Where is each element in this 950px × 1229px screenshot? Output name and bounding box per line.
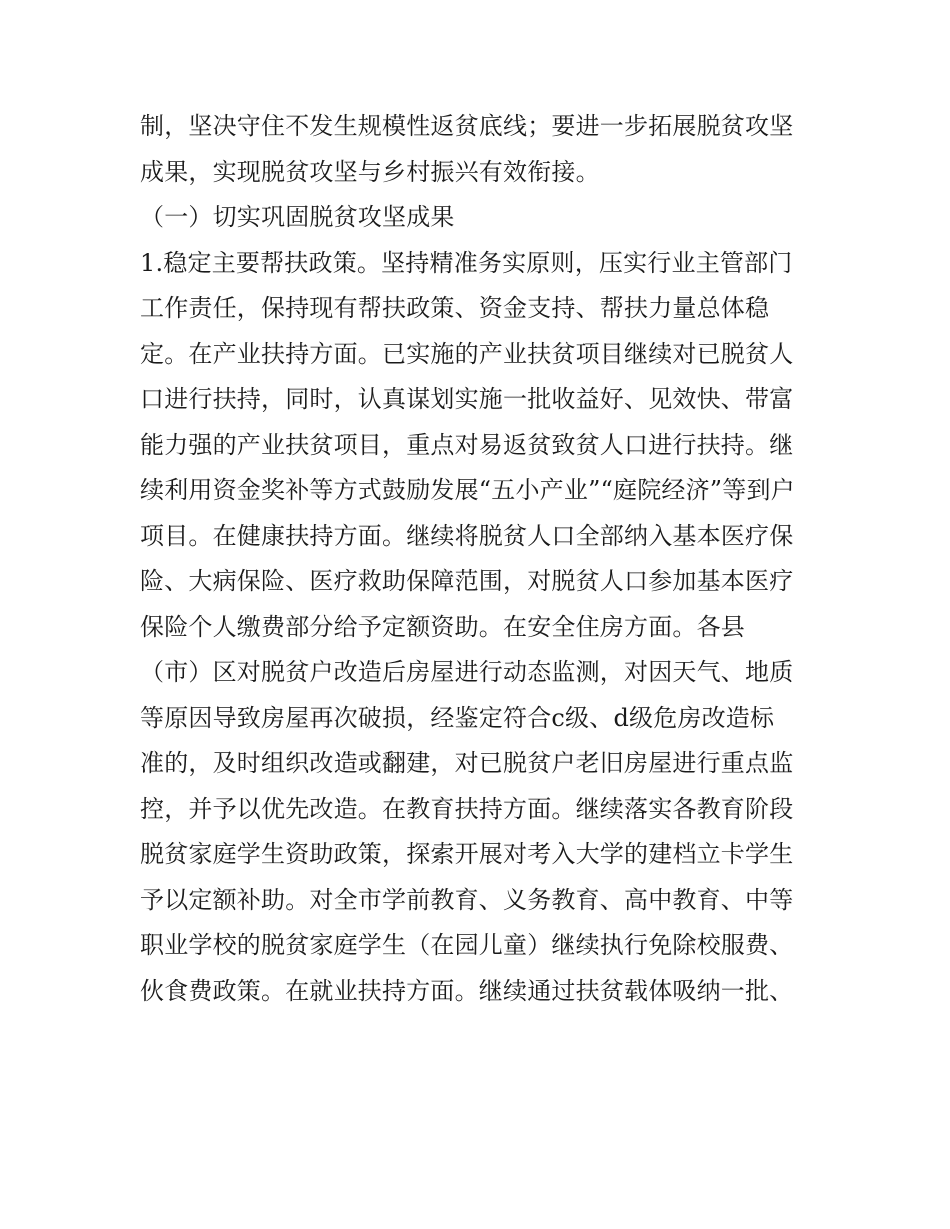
text-line: 职业学校的脱贫家庭学生（在园儿童）继续执行免除校服费、	[140, 931, 794, 959]
text-line: 伙食费政策。在就业扶持方面。继续通过扶贫载体吸纳一批、	[140, 976, 794, 1005]
text-line: 能力强的产业扶贫项目，重点对易返贫致贫人口进行扶持。继	[140, 430, 794, 459]
text-line: 予以定额补助。对全市学前教育、义务教育、高中教育、中等	[140, 885, 794, 914]
text-line: 险、大病保险、医疗救助保障范围，对脱贫人口参加基本医疗	[140, 567, 794, 595]
document-body	[140, 104, 820, 1014]
text-line: 口进行扶持，同时，认真谋划实施一批收益好、见效快、带富	[140, 385, 794, 413]
text-line: 保险个人缴费部分给予定额资助。在安全住房方面。各县	[140, 612, 745, 641]
text-line: 制，坚决守住不发生规模性返贫底线；要进一步拓展脱贫攻坚	[140, 112, 794, 140]
text-line: 续利用资金奖补等方式鼓励发展“五小产业”“庭院经济”等到户	[140, 476, 795, 504]
text-line: 控，并予以优先改造。在教育扶持方面。继续落实各教育阶段	[140, 794, 794, 823]
text-line: （市）区对脱贫户改造后房屋进行动态监测，对因天气、地质	[140, 658, 794, 686]
section-heading: （一）切实巩固脱贫攻坚成果	[140, 203, 455, 231]
text-line: 定。在产业扶持方面。已实施的产业扶贫项目继续对已脱贫人	[140, 339, 794, 368]
text-line: 工作责任，保持现有帮扶政策、资金支持、帮扶力量总体稳	[140, 294, 770, 322]
text-line: 1.稳定主要帮扶政策。坚持精准务实原则，压实行业主管部门	[140, 248, 793, 277]
text-line: 准的，及时组织改造或翻建，对已脱贫户老旧房屋进行重点监	[140, 749, 794, 777]
text-line: 成果，实现脱贫攻坚与乡村振兴有效衔接。	[140, 157, 600, 186]
text-line: 项目。在健康扶持方面。继续将脱贫人口全部纳入基本医疗保	[140, 521, 794, 550]
text-line: 等原因导致房屋再次破损，经鉴定符合c级、d级危房改造标	[140, 703, 775, 732]
text-line: 脱贫家庭学生资助政策，探索开展对考入大学的建档立卡学生	[140, 840, 794, 868]
